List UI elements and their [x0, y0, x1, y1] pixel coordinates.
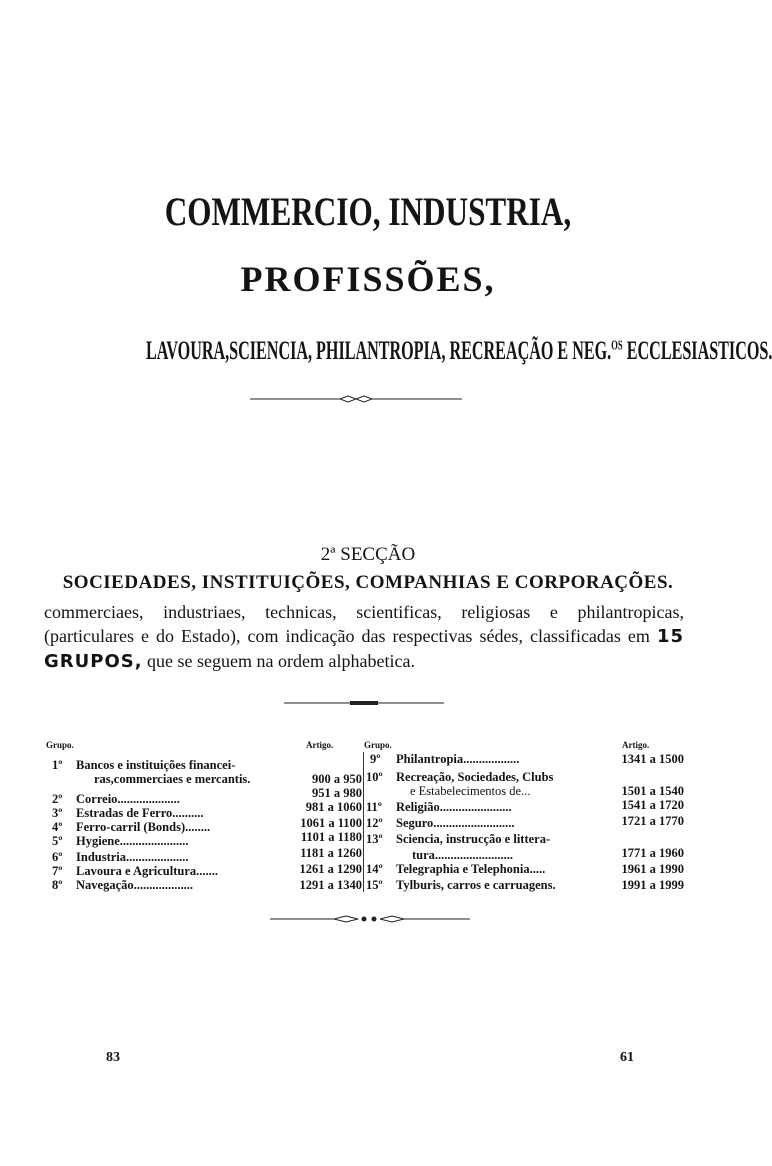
row-number: 1º [52, 758, 63, 772]
row-artigo: 1771 a 1960 [621, 846, 684, 860]
header-artigo-left: Artigo. [306, 740, 334, 750]
row-name: Tylburis, carros e carruagens. [396, 878, 556, 892]
row-number: 4º [52, 820, 63, 834]
section-label: 2ª SECÇÃO [320, 544, 416, 565]
row-number: 3º [52, 806, 63, 820]
row-name: Lavoura e Agricultura....... [76, 864, 219, 878]
row-artigo: 951 a 980 [312, 786, 362, 800]
section-subtitle: SOCIEDADES, INSTITUIÇÕES, COMPANHIAS E CORPORAÇÕES. [62, 572, 674, 593]
table-row [52, 758, 235, 772]
row-name: Hygiene...................... [76, 834, 189, 848]
row-name: Sciencia, instrucção e littera- [396, 832, 551, 846]
row-artigo: 1961 a 1990 [621, 862, 684, 876]
page-number-right: 61 [620, 1050, 634, 1065]
row-name: Bancos e instituições financei- [76, 758, 236, 772]
row-artigo: 1261 a 1290 [299, 862, 362, 876]
subtitle-categories-a: LAVOURA,SCIENCIA, PHILANTROPIA, RECREAÇÃO E NEG. [146, 336, 612, 365]
row-number: 9º [370, 752, 381, 766]
row-name: tura......................... [412, 848, 514, 862]
table-row [52, 878, 193, 892]
subtitle-categories-sup: OS [611, 338, 623, 354]
table-row [410, 784, 530, 798]
section-description-part2: que se seguem na ordem alphabetica. [142, 651, 415, 671]
column-separator [363, 752, 364, 892]
row-name: Religião....................... [396, 800, 512, 814]
row-artigo: 1991 a 1999 [621, 878, 684, 892]
row-name: Telegraphia e Telephonia..... [396, 862, 546, 876]
row-number: 6º [52, 850, 63, 864]
row-number: 10º [366, 770, 383, 784]
header-artigo-right: Artigo. [622, 740, 650, 750]
table-row [52, 834, 189, 848]
section-description-part1: commerciaes, industriaes, technicas, scientificas, religiosas e philantropicas, (particulares e do Estado), com indicação das respectivas sédes, classificadas em [44, 602, 684, 646]
table-row [366, 862, 545, 876]
row-name: Seguro.......................... [396, 816, 515, 830]
row-name: e Estabelecimentos de... [410, 784, 531, 798]
subtitle-categories-b: ECCLESIASTICOS. [622, 336, 772, 365]
header-grupo-right: Grupo. [364, 740, 392, 750]
row-number: 8º [52, 878, 63, 892]
section-description-emph: 15 GRUPOS, [44, 626, 684, 672]
row-name: ras,commerciaes e mercantis. [94, 772, 251, 786]
row-artigo: 1061 a 1100 [300, 816, 362, 830]
row-artigo: 1101 a 1180 [300, 830, 362, 844]
subtitle-profissoes: PROFISSÕES, [240, 259, 496, 299]
table-row [366, 816, 515, 830]
table-row [370, 752, 519, 766]
ornament-divider-middle [284, 698, 444, 708]
row-name: Philantropia.................. [396, 752, 520, 766]
table-row [52, 806, 204, 820]
main-title: COMMERCIO, INDUSTRIA, [164, 189, 572, 234]
table-row [52, 864, 218, 878]
row-artigo: 1541 a 1720 [621, 798, 684, 812]
header-grupo-left: Grupo. [46, 740, 74, 750]
row-number: 5º [52, 834, 63, 848]
page-number-left: 83 [106, 1050, 120, 1065]
ornament-divider-top [250, 394, 462, 404]
table-row [94, 772, 250, 786]
row-number: 7º [52, 864, 63, 878]
row-artigo: 1291 a 1340 [299, 878, 362, 892]
row-number: 11º [366, 800, 382, 814]
row-name: Ferro-carril (Bonds)........ [76, 820, 211, 834]
row-name: Estradas de Ferro.......... [76, 806, 204, 820]
table-row [412, 848, 513, 862]
row-name: Navegação................... [76, 878, 193, 892]
table-row [52, 792, 180, 806]
table-row [366, 878, 556, 892]
row-name: Industria.................... [76, 850, 189, 864]
row-artigo: 1181 a 1260 [300, 846, 362, 860]
table-row [52, 820, 210, 834]
subtitle-categories [146, 336, 772, 366]
table-row [366, 800, 512, 814]
row-number: 14º [366, 862, 383, 876]
section-description [44, 600, 684, 674]
table-row [366, 832, 550, 846]
table-row [366, 770, 553, 784]
row-name: Correio.................... [76, 792, 180, 806]
row-number: 15º [366, 878, 383, 892]
row-name: Recreação, Sociedades, Clubs [396, 770, 554, 784]
row-artigo: 900 a 950 [312, 772, 362, 786]
row-number: 13º [366, 832, 383, 846]
row-number: 2º [52, 792, 63, 806]
row-artigo: 1501 a 1540 [621, 784, 684, 798]
row-artigo: 1721 a 1770 [621, 814, 684, 828]
table-row [52, 850, 189, 864]
ornament-divider-bottom [270, 914, 470, 924]
row-number: 12º [366, 816, 383, 830]
row-artigo: 981 a 1060 [305, 800, 362, 814]
row-artigo: 1341 a 1500 [621, 752, 684, 766]
